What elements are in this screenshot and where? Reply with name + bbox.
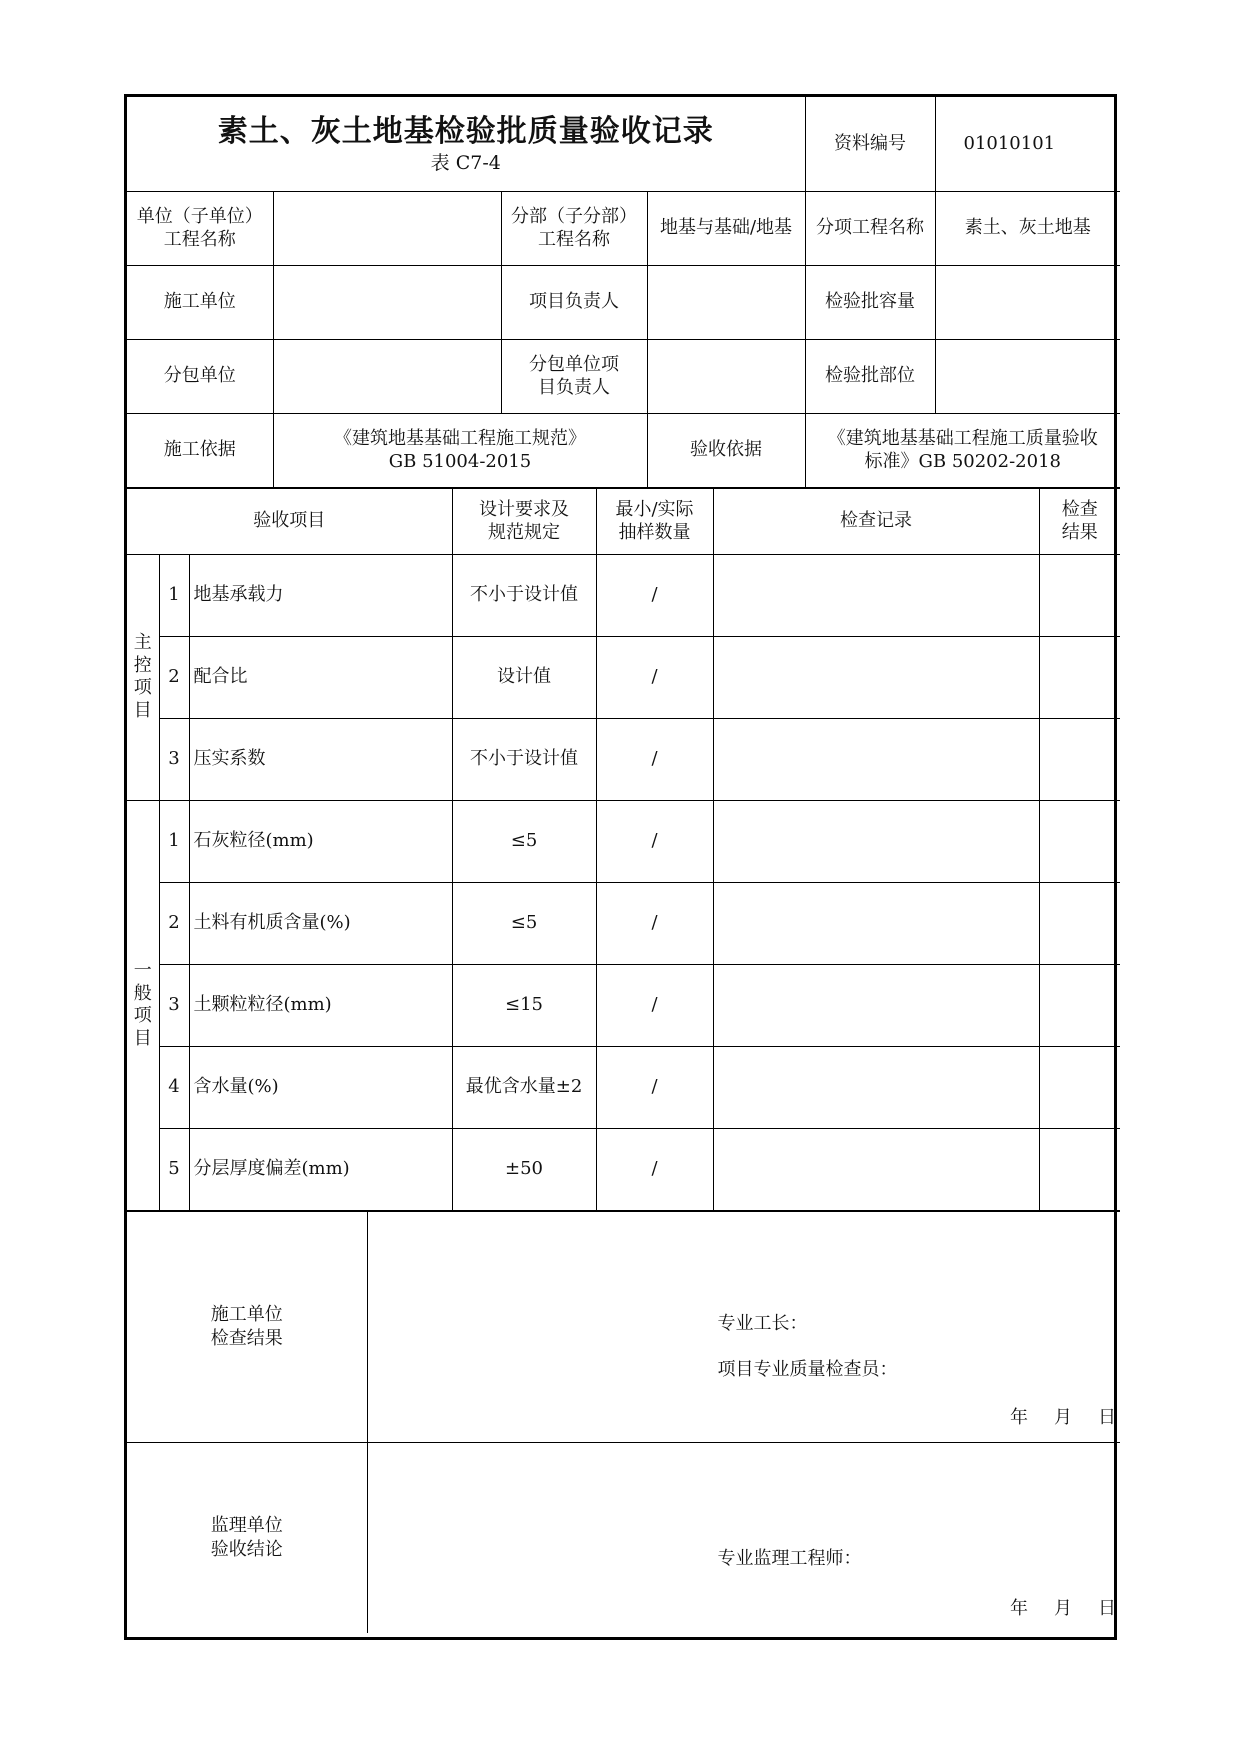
acceptance-basis-label: 验收依据 xyxy=(647,413,805,487)
signature-table xyxy=(127,1211,1120,1633)
table-row xyxy=(127,800,1120,882)
contractor-date xyxy=(984,1406,1116,1429)
title-cell xyxy=(127,97,805,191)
item-no: 1 xyxy=(159,800,189,882)
table-row xyxy=(127,718,1120,800)
batch-location-label: 检验批部位 xyxy=(805,339,935,413)
item-result[interactable] xyxy=(1039,718,1120,800)
col-result-header xyxy=(1039,488,1120,554)
unit-label: 单位（子单位）工程名称 xyxy=(127,191,273,265)
col-sample-header xyxy=(596,488,713,554)
item-record[interactable] xyxy=(713,882,1039,964)
item-spec: ≤5 xyxy=(452,882,596,964)
item-sample[interactable]: / xyxy=(596,800,713,882)
item-spec: ≤5 xyxy=(452,800,596,882)
sub-leader-label: 分包单位项目负责人 xyxy=(501,339,647,413)
item-name: 土料有机质含量(%) xyxy=(189,882,452,964)
info-table xyxy=(127,97,1120,488)
main-control-label-text: 主控项目 xyxy=(133,632,152,721)
item-record[interactable] xyxy=(713,1128,1039,1210)
supervisor-result-line-2: 验收结论 xyxy=(210,1538,283,1560)
contractor-value[interactable] xyxy=(273,265,501,339)
item-result[interactable] xyxy=(1039,964,1120,1046)
supervisor-result-area[interactable] xyxy=(367,1442,1120,1633)
supervisor-date xyxy=(984,1597,1116,1620)
item-spec: ±50 xyxy=(452,1128,596,1210)
unit-value[interactable] xyxy=(273,191,501,265)
item-result[interactable] xyxy=(1039,554,1120,636)
item-no: 3 xyxy=(159,718,189,800)
year-label: 年 xyxy=(1010,1598,1028,1620)
item-result[interactable] xyxy=(1039,1128,1120,1210)
contractor-result-line-1: 施工单位 xyxy=(210,1304,283,1326)
col-design-line-1: 设计要求及 xyxy=(479,498,570,520)
year-label: 年 xyxy=(1010,1407,1028,1429)
item-no: 1 xyxy=(159,554,189,636)
sub-item-value[interactable]: 素土、灰土地基 xyxy=(935,191,1120,265)
doc-no-value[interactable]: 01010101 xyxy=(935,97,1120,191)
item-name: 分层厚度偏差(mm) xyxy=(189,1128,452,1210)
foreman-label: 专业工长： xyxy=(717,1312,808,1334)
item-record[interactable] xyxy=(713,1046,1039,1128)
item-sample[interactable]: / xyxy=(596,718,713,800)
batch-capacity-label: 检验批容量 xyxy=(805,265,935,339)
acceptance-basis-value[interactable] xyxy=(805,413,1120,487)
batch-location-value[interactable] xyxy=(935,339,1120,413)
item-name: 地基承载力 xyxy=(189,554,452,636)
contractor-result-label xyxy=(127,1211,367,1442)
item-sample[interactable]: / xyxy=(596,964,713,1046)
supervisor-result-label xyxy=(127,1442,367,1633)
item-sample[interactable]: / xyxy=(596,554,713,636)
item-no: 4 xyxy=(159,1046,189,1128)
table-row xyxy=(127,882,1120,964)
item-spec: ≤15 xyxy=(452,964,596,1046)
item-name: 含水量(%) xyxy=(189,1046,452,1128)
supervisor-engineer-label: 专业监理工程师： xyxy=(717,1547,862,1569)
acceptance-basis-line-2: 标准》GB 50202-2018 xyxy=(864,451,1061,472)
month-label: 月 xyxy=(1054,1598,1072,1620)
item-result[interactable] xyxy=(1039,882,1120,964)
table-row xyxy=(127,964,1120,1046)
item-name: 石灰粒径(mm) xyxy=(189,800,452,882)
day-label: 日 xyxy=(1098,1407,1116,1429)
col-item-header: 验收项目 xyxy=(127,488,452,554)
item-sample[interactable]: / xyxy=(596,1128,713,1210)
basis-value[interactable] xyxy=(273,413,647,487)
item-result[interactable] xyxy=(1039,636,1120,718)
batch-capacity-value[interactable] xyxy=(935,265,1120,339)
item-name: 压实系数 xyxy=(189,718,452,800)
col-design-line-2: 规范规定 xyxy=(488,522,561,543)
item-sample[interactable]: / xyxy=(596,882,713,964)
col-sample-line-2: 抽样数量 xyxy=(618,522,691,543)
contractor-result-line-2: 检查结果 xyxy=(210,1327,283,1349)
sub-item-label: 分项工程名称 xyxy=(805,191,935,265)
inspection-record-form xyxy=(124,94,1117,1640)
general-label-text: 一般项目 xyxy=(133,960,152,1049)
item-result[interactable] xyxy=(1039,800,1120,882)
item-record[interactable] xyxy=(713,718,1039,800)
item-no: 2 xyxy=(159,636,189,718)
basis-label: 施工依据 xyxy=(127,413,273,487)
item-name: 配合比 xyxy=(189,636,452,718)
item-result[interactable] xyxy=(1039,1046,1120,1128)
col-design-header xyxy=(452,488,596,554)
item-record[interactable] xyxy=(713,964,1039,1046)
basis-value-line-1: 《建筑地基基础工程施工规范》 xyxy=(334,427,586,449)
division-label: 分部（子分部）工程名称 xyxy=(501,191,647,265)
col-result-line-2: 结果 xyxy=(1061,522,1098,543)
basis-value-line-2: GB 51004-2015 xyxy=(388,451,532,472)
item-spec: 最优含水量±2 xyxy=(452,1046,596,1128)
item-name: 土颗粒粒径(mm) xyxy=(189,964,452,1046)
col-record-header: 检查记录 xyxy=(713,488,1039,554)
items-table xyxy=(127,488,1120,1211)
month-label: 月 xyxy=(1054,1407,1072,1429)
table-row xyxy=(127,636,1120,718)
item-no: 3 xyxy=(159,964,189,1046)
subcontractor-label: 分包单位 xyxy=(127,339,273,413)
project-leader-value[interactable] xyxy=(647,265,805,339)
acceptance-basis-line-1: 《建筑地基基础工程施工质量验收 xyxy=(827,427,1098,449)
item-record[interactable] xyxy=(713,800,1039,882)
project-leader-label: 项目负责人 xyxy=(501,265,647,339)
item-no: 5 xyxy=(159,1128,189,1210)
subcontractor-value[interactable] xyxy=(273,339,501,413)
contractor-label: 施工单位 xyxy=(127,265,273,339)
item-spec: 不小于设计值 xyxy=(452,718,596,800)
table-row xyxy=(127,1046,1120,1128)
sub-leader-value[interactable] xyxy=(647,339,805,413)
general-group-label xyxy=(127,800,159,1210)
form-title: 素土、灰土地基检验批质量验收记录 xyxy=(217,113,714,149)
item-record[interactable] xyxy=(713,554,1039,636)
form-subtitle: 表 C7-4 xyxy=(430,151,501,174)
table-row xyxy=(127,1128,1120,1210)
item-record[interactable] xyxy=(713,636,1039,718)
supervisor-result-line-1: 监理单位 xyxy=(210,1515,283,1537)
item-sample[interactable]: / xyxy=(596,1046,713,1128)
inspector-label: 项目专业质量检查员： xyxy=(717,1358,898,1380)
item-spec: 不小于设计值 xyxy=(452,554,596,636)
contractor-result-area[interactable] xyxy=(367,1211,1120,1442)
col-sample-line-1: 最小/实际 xyxy=(615,498,694,520)
division-value[interactable]: 地基与基础/地基 xyxy=(647,191,805,265)
table-row xyxy=(127,554,1120,636)
day-label: 日 xyxy=(1098,1598,1116,1620)
item-sample[interactable]: / xyxy=(596,636,713,718)
item-spec: 设计值 xyxy=(452,636,596,718)
item-no: 2 xyxy=(159,882,189,964)
main-control-group-label xyxy=(127,554,159,800)
col-result-line-1: 检查 xyxy=(1061,498,1098,520)
doc-no-label: 资料编号 xyxy=(805,97,935,191)
